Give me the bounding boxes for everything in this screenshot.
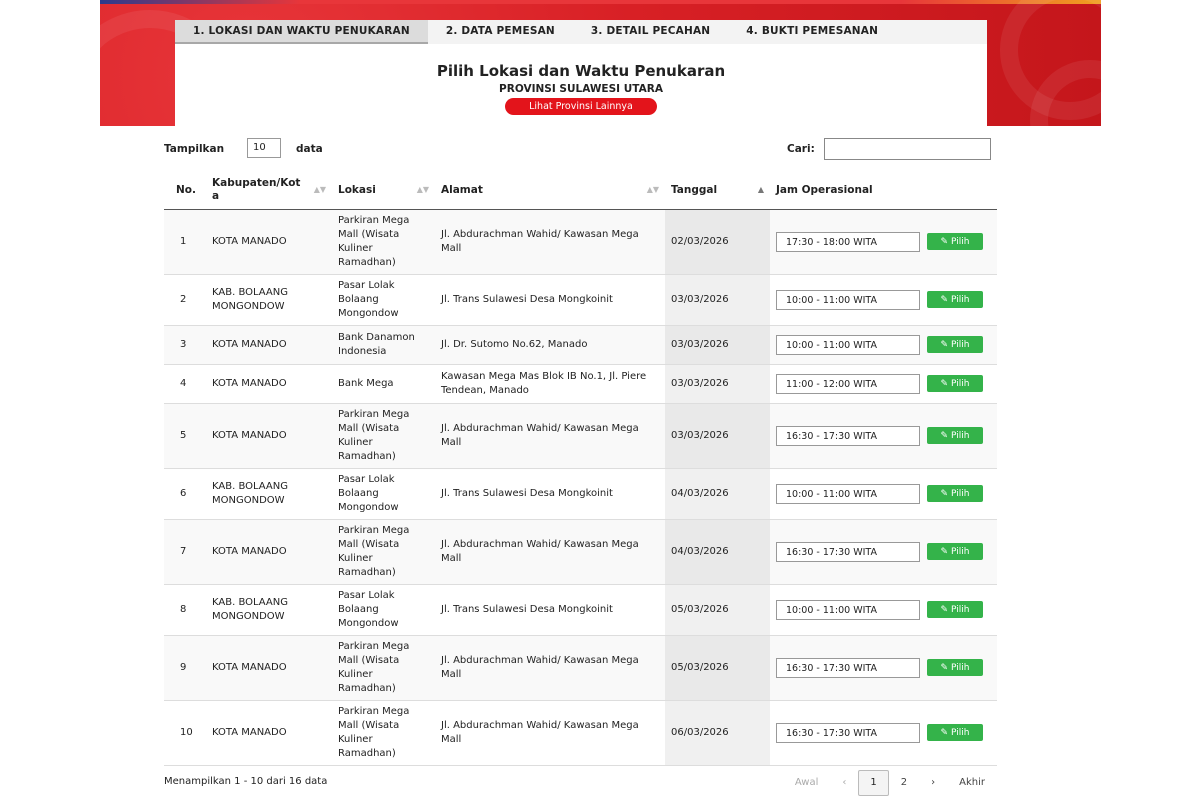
- table-row: [164, 325, 997, 364]
- table-row: [164, 519, 997, 584]
- cell-no: 7: [164, 519, 206, 584]
- cell-lokasi: Bank Mega: [332, 364, 435, 403]
- banner-top-strip: [100, 0, 1101, 4]
- select-button[interactable]: [927, 485, 983, 502]
- cell-kabupaten: KOTA MANADO: [206, 325, 332, 364]
- jam-wrap: [776, 723, 991, 743]
- table-row: [164, 364, 997, 403]
- cell-tanggal: 03/03/2026: [665, 403, 770, 468]
- cell-kabupaten: KAB. BOLAANG MONGONDOW: [206, 584, 332, 635]
- cell-kabupaten: KOTA MANADO: [206, 700, 332, 765]
- edit-icon: ✎: [940, 727, 949, 738]
- schedule-table: [164, 172, 997, 766]
- cell-lokasi: Parkiran Mega Mall (Wisata Kuliner Ramadhan): [332, 700, 435, 765]
- cell-kabupaten: KOTA MANADO: [206, 209, 332, 274]
- cell-no: 1: [164, 209, 206, 274]
- cell-lokasi: Pasar Lolak Bolaang Mongondow: [332, 274, 435, 325]
- table-row: [164, 468, 997, 519]
- page-prev-button[interactable]: ‹: [842, 777, 847, 788]
- edit-icon: ✎: [940, 662, 949, 673]
- jam-select[interactable]: 16:30 - 17:30 WITA: [776, 542, 920, 562]
- edit-icon: ✎: [940, 339, 949, 350]
- cell-no: 8: [164, 584, 206, 635]
- table-row: [164, 700, 997, 765]
- col-no-label: No.: [176, 184, 196, 197]
- cell-alamat: Jl. Abdurachman Wahid/ Kawasan Mega Mall: [435, 403, 665, 468]
- cell-alamat: Jl. Trans Sulawesi Desa Mongkoinit: [435, 468, 665, 519]
- col-kabupaten-label: Kabupaten/Kota: [212, 177, 301, 203]
- cell-alamat: Jl. Trans Sulawesi Desa Mongkoinit: [435, 584, 665, 635]
- cell-tanggal: 02/03/2026: [665, 209, 770, 274]
- jam-wrap: [776, 232, 991, 252]
- table-row: [164, 274, 997, 325]
- jam-select[interactable]: 10:00 - 11:00 WITA: [776, 600, 920, 620]
- select-button[interactable]: [927, 601, 983, 618]
- step-card: [175, 20, 987, 126]
- cell-tanggal: 05/03/2026: [665, 584, 770, 635]
- jam-wrap: [776, 658, 991, 678]
- jam-select[interactable]: 16:30 - 17:30 WITA: [776, 723, 920, 743]
- jam-select[interactable]: 11:00 - 12:00 WITA: [776, 374, 920, 394]
- select-button[interactable]: [927, 291, 983, 308]
- cell-tanggal: 06/03/2026: [665, 700, 770, 765]
- cell-no: 4: [164, 364, 206, 403]
- select-button[interactable]: [927, 543, 983, 560]
- jam-select[interactable]: 16:30 - 17:30 WITA: [776, 426, 920, 446]
- jam-select[interactable]: 17:30 - 18:00 WITA: [776, 232, 920, 252]
- col-tanggal-label: Tanggal: [671, 184, 718, 197]
- cell-jam: [770, 468, 997, 519]
- cell-jam: [770, 519, 997, 584]
- jam-select[interactable]: 16:30 - 17:30 WITA: [776, 658, 920, 678]
- col-jam[interactable]: [770, 172, 997, 209]
- edit-icon: ✎: [940, 236, 949, 247]
- select-button[interactable]: [927, 375, 983, 392]
- cell-lokasi: Parkiran Mega Mall (Wisata Kuliner Ramadhan): [332, 519, 435, 584]
- select-button[interactable]: [927, 427, 983, 444]
- select-button[interactable]: [927, 336, 983, 353]
- tab-lokasi-waktu[interactable]: 1. LOKASI DAN WAKTU PENUKARAN: [175, 20, 428, 44]
- sort-icon: ▲▼: [416, 185, 429, 194]
- cell-no: 9: [164, 635, 206, 700]
- length-prefix: Tampilkan: [164, 143, 225, 155]
- cell-alamat: Jl. Abdurachman Wahid/ Kawasan Mega Mall: [435, 635, 665, 700]
- col-no[interactable]: [164, 172, 206, 209]
- jam-select[interactable]: 10:00 - 11:00 WITA: [776, 335, 920, 355]
- cell-kabupaten: KAB. BOLAANG MONGONDOW: [206, 468, 332, 519]
- select-button-label: Pilih: [951, 546, 970, 557]
- select-button-label: Pilih: [951, 488, 970, 499]
- jam-wrap: [776, 374, 991, 394]
- cell-lokasi: Bank Danamon Indonesia: [332, 325, 435, 364]
- other-province-button[interactable]: Lihat Provinsi Lainnya: [505, 98, 657, 115]
- select-button-label: Pilih: [951, 294, 970, 305]
- cell-alamat: Kawasan Mega Mas Blok IB No.1, Jl. Piere Tendean, Manado: [435, 364, 665, 403]
- cell-jam: [770, 403, 997, 468]
- table-footer: [164, 770, 997, 796]
- page-2-button[interactable]: 2: [900, 777, 908, 788]
- page-first-button[interactable]: Awal: [794, 777, 819, 788]
- tab-bukti-pemesanan[interactable]: 4. BUKTI PEMESANAN: [746, 25, 879, 37]
- edit-icon: ✎: [940, 604, 949, 615]
- cell-no: 10: [164, 700, 206, 765]
- edit-icon: ✎: [940, 430, 949, 441]
- col-lokasi-label: Lokasi: [338, 184, 376, 197]
- col-tanggal[interactable]: [665, 172, 770, 209]
- cell-tanggal: 04/03/2026: [665, 468, 770, 519]
- table-row: [164, 403, 997, 468]
- tab-detail-pecahan[interactable]: 3. DETAIL PECAHAN: [590, 25, 711, 37]
- length-select[interactable]: 10: [247, 138, 281, 158]
- cell-tanggal: 04/03/2026: [665, 519, 770, 584]
- table-header-row: [164, 172, 997, 209]
- cell-no: 3: [164, 325, 206, 364]
- jam-wrap: [776, 290, 991, 310]
- cell-kabupaten: KAB. BOLAANG MONGONDOW: [206, 274, 332, 325]
- cell-jam: [770, 635, 997, 700]
- select-button[interactable]: [927, 233, 983, 250]
- page-title: Pilih Lokasi dan Waktu Penukaran: [436, 62, 726, 80]
- select-button[interactable]: [927, 659, 983, 676]
- cell-jam: [770, 700, 997, 765]
- select-button-label: Pilih: [951, 339, 970, 350]
- select-button-label: Pilih: [951, 662, 970, 673]
- search-input[interactable]: [824, 138, 991, 160]
- edit-icon: ✎: [940, 546, 949, 557]
- col-kabupaten[interactable]: [206, 172, 332, 209]
- tab-data-pemesan[interactable]: 2. DATA PEMESAN: [445, 25, 555, 37]
- cell-lokasi: Pasar Lolak Bolaang Mongondow: [332, 584, 435, 635]
- cell-alamat: Jl. Abdurachman Wahid/ Kawasan Mega Mall: [435, 519, 665, 584]
- cell-kabupaten: KOTA MANADO: [206, 635, 332, 700]
- sort-icon: ▲▼: [646, 185, 659, 194]
- step-tabs: [175, 20, 987, 44]
- cell-alamat: Jl. Abdurachman Wahid/ Kawasan Mega Mall: [435, 209, 665, 274]
- sort-asc-icon: ▲: [757, 185, 764, 194]
- cell-no: 6: [164, 468, 206, 519]
- page-next-button[interactable]: ›: [931, 777, 936, 788]
- edit-icon: ✎: [940, 294, 949, 305]
- table-row: [164, 209, 997, 274]
- cell-jam: [770, 274, 997, 325]
- cell-lokasi: Parkiran Mega Mall (Wisata Kuliner Ramadhan): [332, 635, 435, 700]
- jam-wrap: [776, 484, 991, 504]
- page-1-button[interactable]: 1: [858, 770, 888, 796]
- select-button-label: Pilih: [951, 430, 970, 441]
- table-row: [164, 635, 997, 700]
- cell-jam: [770, 325, 997, 364]
- province-label: PROVINSI SULAWESI UTARA: [499, 83, 663, 95]
- pagination: [783, 770, 997, 796]
- select-button-label: Pilih: [951, 236, 970, 247]
- cell-alamat: Jl. Trans Sulawesi Desa Mongkoinit: [435, 274, 665, 325]
- sort-icon: ▲▼: [313, 185, 326, 194]
- col-jam-label: Jam Operasional: [776, 184, 873, 197]
- table-info: Menampilkan 1 - 10 dari 16 data: [164, 776, 328, 787]
- jam-select[interactable]: 10:00 - 11:00 WITA: [776, 290, 920, 310]
- col-alamat-label: Alamat: [441, 184, 483, 197]
- cell-kabupaten: KOTA MANADO: [206, 519, 332, 584]
- cell-tanggal: 03/03/2026: [665, 274, 770, 325]
- cell-jam: [770, 209, 997, 274]
- cell-jam: [770, 584, 997, 635]
- table-controls: [164, 138, 991, 162]
- jam-wrap: [776, 335, 991, 355]
- cell-no: 2: [164, 274, 206, 325]
- cell-tanggal: 03/03/2026: [665, 364, 770, 403]
- edit-icon: ✎: [940, 378, 949, 389]
- cell-no: 5: [164, 403, 206, 468]
- cell-alamat: Jl. Abdurachman Wahid/ Kawasan Mega Mall: [435, 700, 665, 765]
- table-row: [164, 584, 997, 635]
- edit-icon: ✎: [940, 488, 949, 499]
- col-alamat[interactable]: [435, 172, 665, 209]
- select-button-label: Pilih: [951, 378, 970, 389]
- cell-lokasi: Parkiran Mega Mall (Wisata Kuliner Ramadhan): [332, 209, 435, 274]
- length-suffix: data: [296, 143, 323, 155]
- cell-lokasi: Parkiran Mega Mall (Wisata Kuliner Ramadhan): [332, 403, 435, 468]
- jam-wrap: [776, 600, 991, 620]
- cell-tanggal: 03/03/2026: [665, 325, 770, 364]
- select-button-label: Pilih: [951, 604, 970, 615]
- cell-kabupaten: KOTA MANADO: [206, 403, 332, 468]
- page-last-button[interactable]: Akhir: [959, 777, 985, 788]
- search-label: Cari:: [787, 143, 815, 155]
- jam-wrap: [776, 426, 991, 446]
- cell-alamat: Jl. Dr. Sutomo No.62, Manado: [435, 325, 665, 364]
- jam-wrap: [776, 542, 991, 562]
- jam-select[interactable]: 10:00 - 11:00 WITA: [776, 484, 920, 504]
- cell-kabupaten: KOTA MANADO: [206, 364, 332, 403]
- col-lokasi[interactable]: [332, 172, 435, 209]
- cell-lokasi: Pasar Lolak Bolaang Mongondow: [332, 468, 435, 519]
- cell-jam: [770, 364, 997, 403]
- cell-tanggal: 05/03/2026: [665, 635, 770, 700]
- select-button-label: Pilih: [951, 727, 970, 738]
- select-button[interactable]: [927, 724, 983, 741]
